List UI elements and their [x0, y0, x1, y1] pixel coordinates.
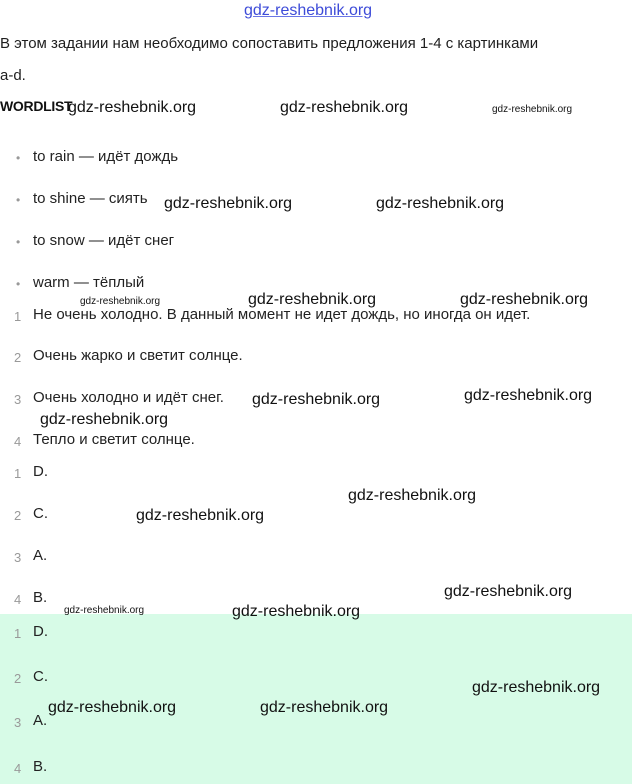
site-link[interactable]: gdz-reshebnik.org — [244, 2, 373, 19]
answer-text: A. — [33, 547, 48, 564]
answer-number: 3 — [14, 715, 22, 730]
watermark: gdz-reshebnik.org — [472, 679, 601, 696]
intro-line-1: В этом задании нам необходимо сопоставить предложения 1-4 с картинками — [0, 35, 539, 52]
answer-text: C. — [33, 668, 48, 685]
answer-number: 3 — [14, 550, 22, 565]
wordlist-item: to shine — сиять — [33, 190, 148, 207]
sentence-text: Очень жарко и светит солнце. — [33, 347, 243, 364]
answer-number: 1 — [14, 466, 22, 481]
answer-number: 1 — [14, 626, 22, 641]
watermark: gdz-reshebnik.org — [444, 583, 573, 600]
watermark: gdz-reshebnik.org — [80, 296, 161, 307]
watermark: gdz-reshebnik.org — [136, 507, 265, 524]
watermark: gdz-reshebnik.org — [460, 291, 589, 308]
watermark: gdz-reshebnik.org — [464, 387, 593, 404]
wordlist-item: to rain — идёт дождь — [33, 148, 179, 165]
watermark: gdz-reshebnik.org — [48, 699, 177, 716]
answer-text: D. — [33, 463, 48, 480]
watermark: gdz-reshebnik.org — [40, 411, 169, 428]
answer-text: B. — [33, 758, 48, 775]
sentence-number: 4 — [14, 434, 22, 449]
bullet-icon: • — [16, 151, 21, 165]
sentence-text: Очень холодно и идёт снег. — [33, 389, 224, 406]
watermark: gdz-reshebnik.org — [492, 104, 573, 115]
sentence-text: Не очень холодно. В данный момент не идет дождь, но иногда он идет. — [33, 306, 531, 323]
answer-text: C. — [33, 505, 48, 522]
wordlist-item: warm — тёплый — [33, 274, 145, 291]
answer-number: 4 — [14, 761, 22, 776]
sentence-number: 2 — [14, 350, 22, 365]
intro-line-2: a-d. — [0, 67, 26, 84]
watermark: gdz-reshebnik.org — [164, 195, 293, 212]
wordlist-item: to snow — идёт снег — [33, 232, 175, 249]
sentence-text: Тепло и светит солнце. — [33, 431, 195, 448]
watermark: gdz-reshebnik.org — [376, 195, 505, 212]
watermark: gdz-reshebnik.org — [280, 99, 409, 116]
answer-text: A. — [33, 712, 48, 729]
answer-number: 2 — [14, 671, 22, 686]
answer-number: 4 — [14, 592, 22, 607]
sentence-number: 1 — [14, 309, 22, 324]
watermark: gdz-reshebnik.org — [348, 487, 477, 504]
bullet-icon: • — [16, 277, 21, 291]
bullet-icon: • — [16, 193, 21, 207]
answer-text: D. — [33, 623, 48, 640]
watermark: gdz-reshebnik.org — [64, 605, 145, 616]
watermark: gdz-reshebnik.org — [68, 99, 197, 116]
watermark: gdz-reshebnik.org — [260, 699, 389, 716]
answer-text: B. — [33, 589, 48, 606]
bullet-icon: • — [16, 235, 21, 249]
sentence-number: 3 — [14, 392, 22, 407]
watermark: gdz-reshebnik.org — [252, 391, 381, 408]
answer-number: 2 — [14, 508, 22, 523]
wordlist-title: WORDLIST — [0, 98, 73, 114]
watermark: gdz-reshebnik.org — [232, 603, 361, 620]
watermark: gdz-reshebnik.org — [248, 291, 377, 308]
